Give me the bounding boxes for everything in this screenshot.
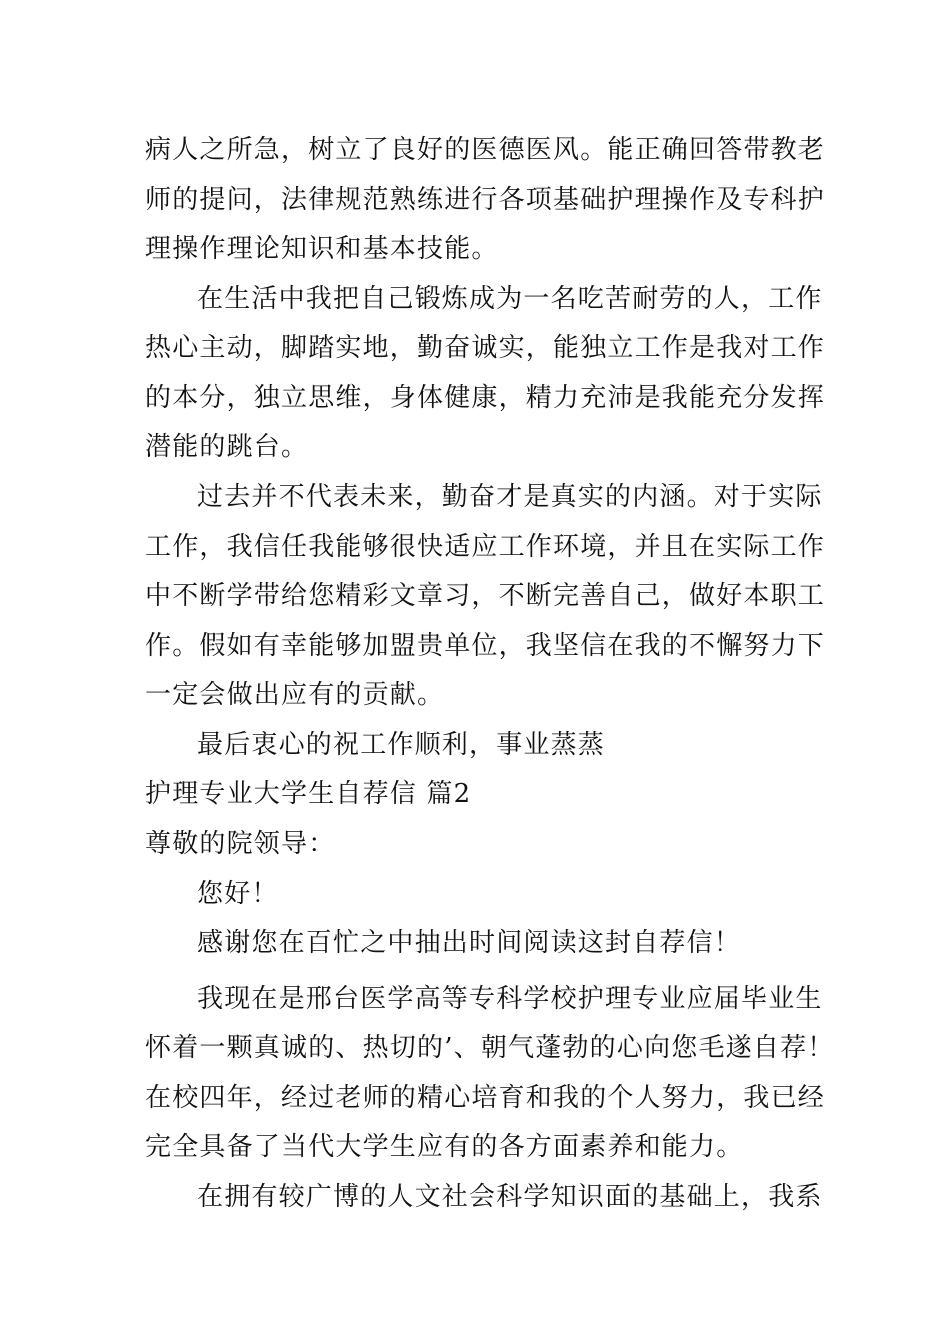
- body-line: 潜能的跳台。: [145, 432, 309, 462]
- body-line: 病人之所急，树立了良好的医德医风。能正确回答带教老: [145, 135, 826, 165]
- section-title: 护理专业大学生自荐信 篇2: [145, 779, 472, 809]
- body-line: 作。假如有幸能够加盟贵单位，我坚信在我的不懈努力下: [145, 631, 826, 661]
- paragraph-start-line: 最后衷心的祝工作顺利，事业蒸蒸: [197, 730, 606, 760]
- paragraph-start-line: 我现在是邢台医学高等专科学校护理专业应届毕业生: [197, 984, 823, 1014]
- body-line: 怀着一颗真诚的、热切的’、朝气蓬勃的心向您毛遂自荐！: [145, 1033, 835, 1063]
- body-line: 师的提问，法律规范熟练进行各项基础护理操作及专科护: [145, 185, 826, 215]
- salutation: 尊敬的院领导：: [145, 829, 336, 859]
- body-line: 一定会做出应有的贡献。: [145, 680, 445, 710]
- body-line: 热心主动，脚踏实地，勤奋诚实，能独立工作是我对工作: [145, 333, 826, 363]
- paragraph-start-line: 过去并不代表未来，勤奋才是真实的内涵。对于实际: [197, 482, 823, 512]
- body-line: 在校四年，经过老师的精心培育和我的个人努力，我已经: [145, 1083, 826, 1113]
- paragraph-start-line: 感谢您在百忙之中抽出时间阅读这封自荐信！: [197, 928, 742, 958]
- paragraph-start-line: 在生活中我把自己锻炼成为一名吃苦耐劳的人，工作: [197, 284, 823, 314]
- body-line: 的本分，独立思维，身体健康，精力充沛是我能充分发挥: [145, 383, 826, 413]
- greeting: 您好！: [197, 879, 279, 909]
- body-line: 理操作理论知识和基本技能。: [145, 234, 499, 264]
- body-line: 中不断学带给您精彩文章习，不断完善自己，做好本职工: [145, 581, 826, 611]
- body-line: 工作，我信任我能够很快适应工作环境，并且在实际工作: [145, 532, 826, 562]
- body-line: 完全具备了当代大学生应有的各方面素养和能力。: [145, 1132, 744, 1162]
- paragraph-start-line: 在拥有较广博的人文社会科学知识面的基础上，我系: [197, 1182, 823, 1212]
